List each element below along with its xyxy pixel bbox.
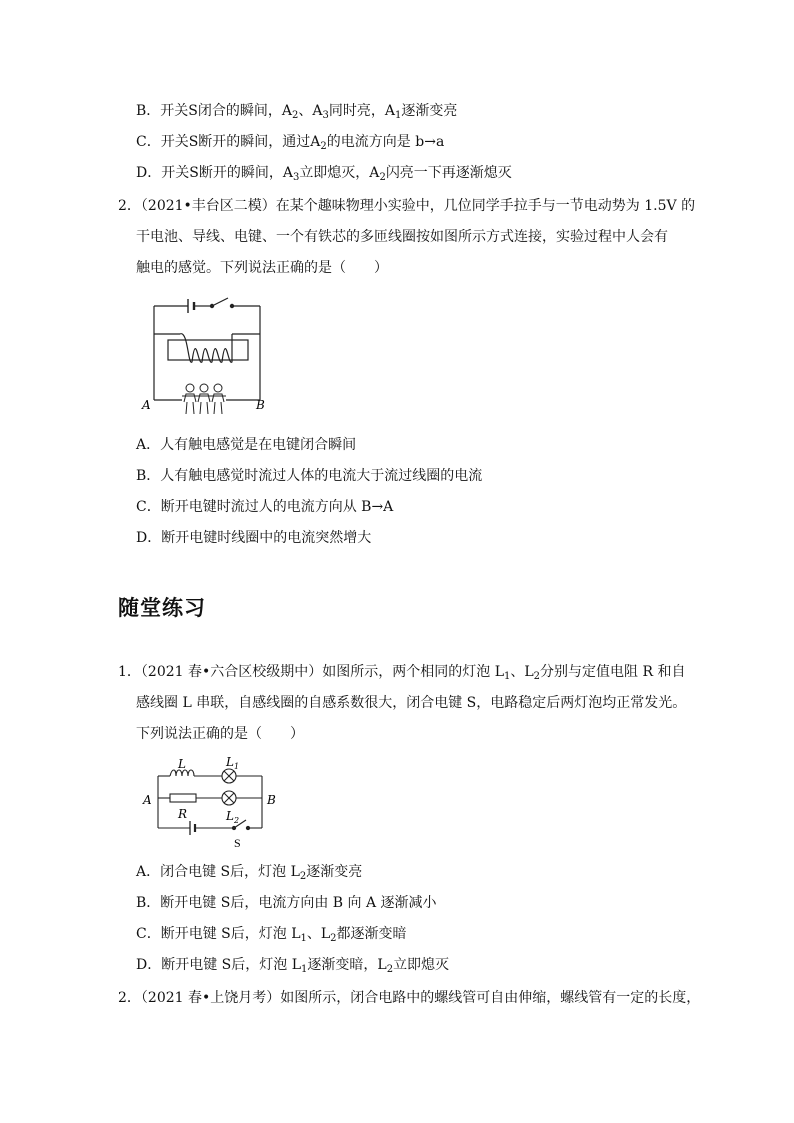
label-r: R (178, 807, 188, 821)
option-d-prev: D．开关S断开的瞬间，$A_3$立即熄灭，$A_2$闪亮一下再逐渐熄灭 (136, 165, 512, 183)
label-a2: A (143, 793, 152, 807)
label-a: A (142, 398, 151, 412)
option-c-prev: C．开关S断开的瞬间，通过$A_2$的电流方向是 b→a (136, 134, 445, 152)
question-2-line1: 2．（2021•丰台区二模）在某个趣味物理小实验中，几位同学手拉手与一节电动势为 1.5V 的 (118, 198, 696, 214)
label-l: L (178, 757, 186, 771)
practice-1-line3: 下列说法正确的是（ ） (136, 726, 304, 742)
lamp-circuit-figure (140, 756, 280, 852)
question-2-line3: 触电的感觉。下列说法正确的是（ ） (136, 260, 388, 276)
p1-option-b: B．断开电键 S后，电流方向由 B 向 A 逐渐减小 (136, 895, 437, 911)
practice-1-line2: 感线圈 L 串联，自感线圈的自感系数很大，闭合电键 S，电路稳定后两灯泡均正常发光。 (136, 695, 687, 711)
section-title: 随堂练习 (118, 596, 206, 620)
label-l1: $L_1$ (226, 755, 240, 771)
coil-circuit-figure (140, 290, 270, 415)
q2-option-b: B．人有触电感觉时流过人体的电流大于流过线圈的电流 (136, 468, 483, 484)
p1-option-c: C．断开电键 S后，灯泡 $L_1$、$L_2$都逐渐变暗 (136, 926, 407, 944)
practice-1-line1: 1．（2021 春•六合区校级期中）如图所示，两个相同的灯泡 $L_1$、$L_2$分别与定值电阻 R 和自 (118, 664, 686, 682)
p1-option-d: D．断开电键 S后，灯泡 $L_1$逐渐变暗，$L_2$立即熄灭 (136, 957, 450, 975)
p1-option-a: A．闭合电键 S后，灯泡 $L_2$逐渐变亮 (136, 864, 363, 882)
people-icon (182, 384, 226, 414)
label-b: B (256, 398, 265, 412)
option-b-prev: B．开关S闭合的瞬间，$A_2$、$A_3$同时亮，$A_1$逐渐变亮 (136, 103, 458, 121)
label-b2: B (267, 793, 276, 807)
label-s: S (234, 836, 241, 850)
q2-option-c: C．断开电键时流过人的电流方向从 B→A (136, 499, 394, 515)
q2-option-d: D．断开电键时线圈中的电流突然增大 (136, 530, 372, 546)
q2-option-a: A．人有触电感觉是在电键闭合瞬间 (136, 437, 357, 453)
practice-2-line1: 2．（2021 春•上饶月考）如图所示，闭合电路中的螺线管可自由伸缩，螺线管有一定的长度， (118, 990, 701, 1006)
label-l2: $L_2$ (226, 809, 240, 825)
question-2-line2: 干电池、导线、电键、一个有铁芯的多匝线圈按如图所示方式连接，实验过程中人会有 (136, 229, 668, 245)
